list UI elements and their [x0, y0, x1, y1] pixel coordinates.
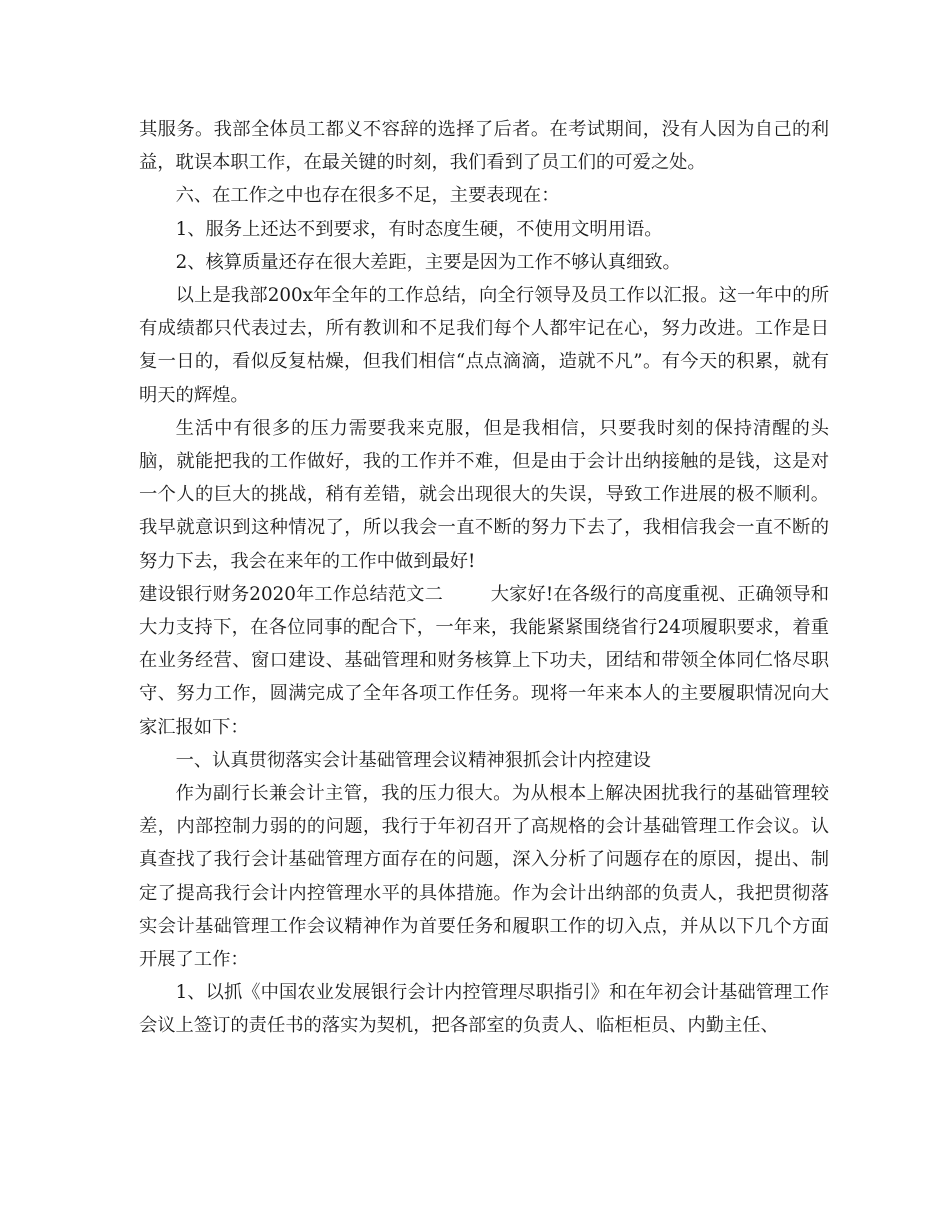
paragraph-3: 1、服务上还达不到要求，有时态度生硬，不使用文明用语。	[175, 218, 663, 240]
paragraph-4: 2、核算质量还存在很大差距，主要是因为工作不够认真细致。	[175, 251, 681, 273]
paragraph-9: 1、以抓《中国农业发展银行会计内控管理尽职指引》和在年初会计基础管理工作会议上签订的责任书的落实为契机，把各部室的负责人、临柜柜员、内勤主任、	[139, 982, 829, 1037]
paragraph-8: 作为副行长兼会计主管，我的压力很大。为从根本上解决困扰我行的基础管理较差，内部控制力弱的的问题，我行于年初召开了高规格的会计基础管理工作会议。认真查找了我行会计基础管理方面存在的问题，深入分析了问题存在的原因，提出、制定了提高我行会计内控管理水平的具体措施。作为会计出纳部的负责人，我把贯彻落实会计基础管理工作会议精神作为首要任务和履职工作的切入点，并从以下几个方面开展了工作：	[139, 783, 829, 971]
paragraph-5: 以上是我部200x年全年的工作总结，向全行领导及员工作以汇报。这一年中的所有成绩都只代表过去，所有教训和不足我们每个人都牢记在心，努力改进。工作是日复一日的，看似反复枯燥，但我们相信“点点滴滴，造就不凡”。有今天的积累，就有明天的辉煌。	[139, 285, 829, 406]
section-heading-paragraph	[139, 578, 829, 744]
document-body	[139, 113, 829, 1043]
section-intro: 大家好!在各级行的高度重视、正确领导和大力支持下，在各位同事的配合下，一年来，我能紧紧围绕省行24项履职要求，着重在业务经营、窗口建设、基础管理和财务核算上下功夫，团结和带领全体同仁恪尽职守、努力工作，圆满完成了全年各项工作任务。现将一年来本人的主要履职情况向大家汇报如下：	[139, 583, 829, 738]
paragraph-6: 生活中有很多的压力需要我来克服，但是我相信，只要我时刻的保持清醒的头脑，就能把我的工作做好，我的工作并不难，但是由于会计出纳接触的是钱，这是对一个人的巨大的挑战，稍有差错，就会出现很大的失误，导致工作进展的极不顺利。我早就意识到这种情况了，所以我会一直不断的努力下去了，我相信我会一直不断的努力下去，我会在来年的工作中做到最好!	[139, 417, 829, 572]
paragraph-1: 其服务。我部全体员工都义不容辞的选择了后者。在考试期间，没有人因为自己的利益，耽误本职工作，在最关键的时刻，我们看到了员工们的可爱之处。	[139, 119, 829, 174]
paragraph-7: 一、认真贯彻落实会计基础管理会议精神狠抓会计内控建设	[175, 749, 651, 771]
paragraph-2: 六、在工作之中也存在很多不足，主要表现在：	[175, 185, 560, 207]
section-title: 建设银行财务2020年工作总结范文二	[139, 583, 444, 605]
